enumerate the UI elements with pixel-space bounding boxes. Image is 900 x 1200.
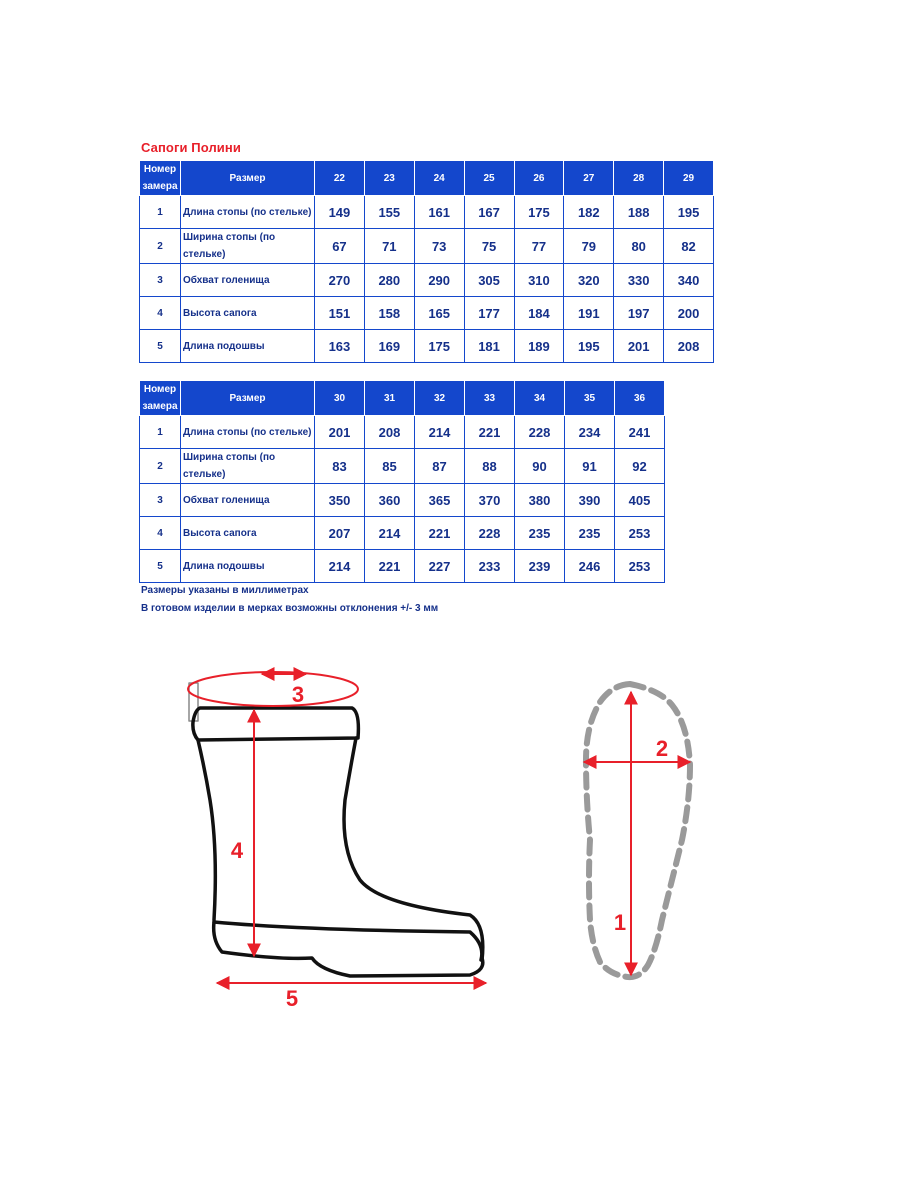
measure-value: 73 [414,229,464,264]
measure-value: 169 [364,330,414,363]
measure-value: 87 [415,449,465,484]
measure-value: 253 [615,550,665,583]
measure-value: 221 [465,416,515,449]
measure-value: 188 [614,196,664,229]
measure-number: 3 [140,484,181,517]
measure-value: 79 [564,229,614,264]
header-size-value: 22 [315,161,365,196]
label-measure-3: 3 [291,682,305,707]
measure-value: 91 [565,449,615,484]
measure-value: 235 [565,517,615,550]
measure-value: 151 [315,297,365,330]
label-measure-1: 1 [613,910,627,935]
measure-number: 4 [140,297,181,330]
measure-name: Высота сапога [181,297,315,330]
header-measure-number: Номер замера [140,381,181,416]
measure-value: 177 [464,297,514,330]
measure-value: 241 [615,416,665,449]
measure-value: 208 [664,330,714,363]
label-measure-5: 5 [285,986,299,1011]
header-size-value: 23 [364,161,414,196]
boot-illustration [189,683,483,976]
measure-value: 253 [615,517,665,550]
measure-value: 350 [315,484,365,517]
header-size-value: 35 [565,381,615,416]
measure-name: Длина стопы (по стельке) [181,416,315,449]
measure-value: 310 [514,264,564,297]
measure-value: 360 [365,484,415,517]
measure-value: 184 [514,297,564,330]
measure-value: 195 [664,196,714,229]
header-size-value: 29 [664,161,714,196]
measure-value: 365 [415,484,465,517]
measure-value: 221 [415,517,465,550]
measure-number: 1 [140,196,181,229]
measure-value: 290 [414,264,464,297]
page-title: Сапоги Полини [141,140,241,155]
measure-value: 175 [514,196,564,229]
measure-value: 201 [315,416,365,449]
measure-value: 165 [414,297,464,330]
label-measure-2: 2 [655,736,669,761]
measure-value: 200 [664,297,714,330]
measure-number: 2 [140,229,181,264]
measure-value: 191 [564,297,614,330]
measure-value: 75 [464,229,514,264]
shaft-circumference-ellipse [188,672,358,706]
measure-name: Длина стопы (по стельке) [181,196,315,229]
measure-name: Обхват голенища [181,264,315,297]
measure-value: 305 [464,264,514,297]
measure-value: 167 [464,196,514,229]
measure-value: 207 [315,517,365,550]
measure-value: 370 [465,484,515,517]
measure-value: 175 [414,330,464,363]
measure-value: 233 [465,550,515,583]
measure-value: 214 [365,517,415,550]
boot-cuff [193,708,359,740]
measure-value: 270 [315,264,365,297]
measure-value: 380 [515,484,565,517]
measure-number: 2 [140,449,181,484]
measure-value: 234 [565,416,615,449]
header-size-value: 27 [564,161,614,196]
header-size-value: 24 [414,161,464,196]
header-size-value: 32 [415,381,465,416]
measure-value: 405 [615,484,665,517]
header-size-value: 34 [515,381,565,416]
measure-number: 1 [140,416,181,449]
note-units: Размеры указаны в миллиметрах [141,585,309,596]
measure-value: 149 [315,196,365,229]
measure-number: 5 [140,330,181,363]
measure-value: 71 [364,229,414,264]
measure-value: 228 [515,416,565,449]
header-size-value: 33 [465,381,515,416]
measure-value: 163 [315,330,365,363]
boot-back-line [198,740,215,920]
measure-value: 227 [415,550,465,583]
measure-value: 88 [465,449,515,484]
measure-value: 85 [365,449,415,484]
measure-value: 158 [364,297,414,330]
measure-value: 235 [515,517,565,550]
measure-value: 77 [514,229,564,264]
measure-name: Ширина стопы (по стельке) [181,229,315,264]
measure-value: 182 [564,196,614,229]
note-tolerance: В готовом изделии в мерках возможны отклонения +/- 3 мм [141,603,439,614]
measure-value: 246 [565,550,615,583]
measure-value: 67 [315,229,365,264]
measure-value: 161 [414,196,464,229]
measure-value: 201 [614,330,664,363]
measure-name: Обхват голенища [181,484,315,517]
header-size-value: 36 [615,381,665,416]
header-measure-number: Номер замера [140,161,181,196]
header-size: Размер [181,381,315,416]
measure-value: 214 [315,550,365,583]
measure-value: 83 [315,449,365,484]
header-size: Размер [181,161,315,196]
boot-front-line [344,738,483,960]
measure-value: 195 [564,330,614,363]
header-size-value: 25 [464,161,514,196]
measure-value: 320 [564,264,614,297]
measure-number: 5 [140,550,181,583]
header-size-value: 26 [514,161,564,196]
measure-number: 3 [140,264,181,297]
measure-value: 208 [365,416,415,449]
measure-value: 90 [515,449,565,484]
measure-value: 228 [465,517,515,550]
measure-value: 330 [614,264,664,297]
measure-name: Высота сапога [181,517,315,550]
header-size-value: 30 [315,381,365,416]
measure-value: 390 [565,484,615,517]
measure-value: 82 [664,229,714,264]
insole-outline [586,684,690,977]
measure-name: Длина подошвы [181,550,315,583]
measure-value: 92 [615,449,665,484]
measure-name: Длина подошвы [181,330,315,363]
measure-value: 80 [614,229,664,264]
label-measure-4: 4 [230,838,244,863]
measure-value: 239 [515,550,565,583]
measure-value: 155 [364,196,414,229]
measure-value: 189 [514,330,564,363]
measure-number: 4 [140,517,181,550]
measure-value: 214 [415,416,465,449]
measure-value: 181 [464,330,514,363]
measure-value: 221 [365,550,415,583]
header-size-value: 31 [365,381,415,416]
measure-value: 197 [614,297,664,330]
header-size-value: 28 [614,161,664,196]
measure-value: 280 [364,264,414,297]
measure-name: Ширина стопы (по стельке) [181,449,315,484]
measure-value: 340 [664,264,714,297]
